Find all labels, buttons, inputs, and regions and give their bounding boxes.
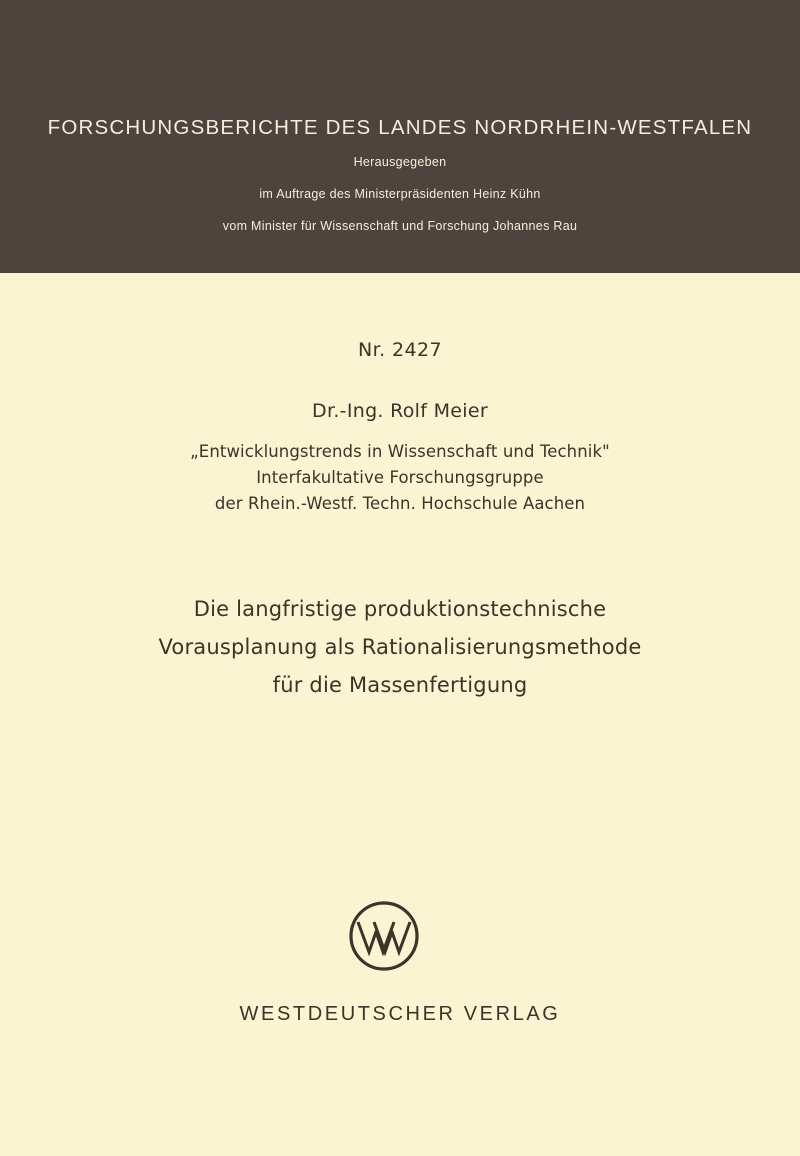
affiliation-line-1: „Entwicklungstrends in Wissenschaft und Technik": [190, 442, 610, 461]
author-name: Dr.-Ing. Rolf Meier: [312, 400, 488, 422]
series-title: FORSCHUNGSBERICHTE DES LANDES NORDRHEIN-WESTFALEN: [47, 116, 753, 139]
publisher-name: WESTDEUTSCHER VERLAG: [239, 1003, 561, 1025]
report-number: Nr. 2427: [358, 339, 442, 361]
editor-line: Herausgegeben: [353, 155, 447, 169]
minister-line: vom Minister für Wissenschaft und Forschung Johannes Rau: [222, 219, 578, 233]
book-title-line-2: Vorausplanung als Rationalisierungsmethode: [158, 635, 642, 659]
book-title-line-1: Die langfristige produktionstechnische: [193, 597, 607, 621]
book-title-line-3: für die Massenfertigung: [272, 673, 528, 697]
affiliation-line-2: Interfakultative Forschungsgruppe: [256, 468, 544, 487]
publisher-logo-icon: [348, 900, 420, 972]
header-band: [0, 0, 800, 273]
affiliation-line-3: der Rhein.-Westf. Techn. Hochschule Aachen: [214, 494, 586, 513]
commission-line: im Auftrage des Ministerpräsidenten Heinz Kühn: [259, 187, 541, 201]
